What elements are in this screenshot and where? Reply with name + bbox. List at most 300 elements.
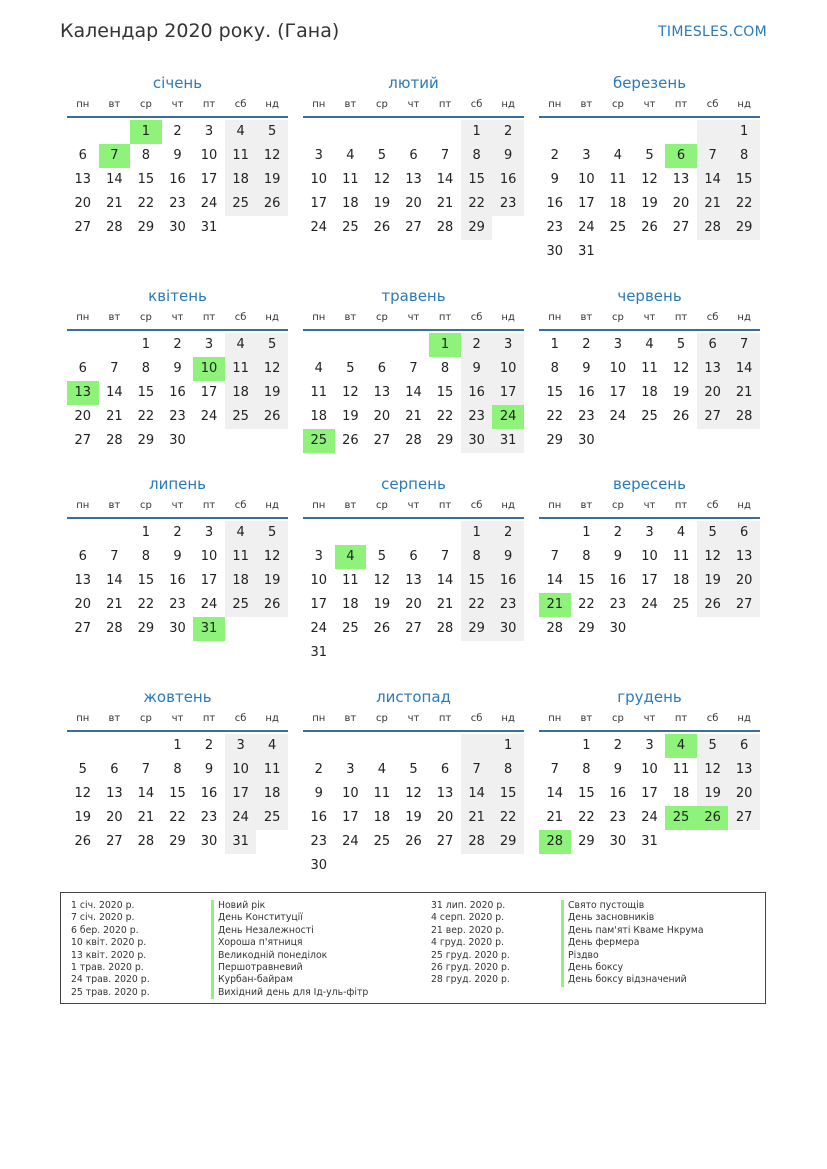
page-title: Календар 2020 року. (Гана)	[60, 20, 340, 42]
day-cell: 16	[200, 786, 218, 801]
day-cell: 10	[193, 357, 225, 381]
day-cell: 2	[613, 738, 623, 753]
month-block	[67, 686, 288, 854]
day-cell: 24	[200, 597, 218, 612]
day-cell: 18	[225, 381, 257, 405]
empty-day-cell	[335, 521, 367, 545]
day-cell: 20	[436, 810, 454, 825]
day-cell: 14	[405, 385, 422, 400]
week-row	[67, 216, 288, 240]
empty-day-cell	[665, 830, 697, 854]
empty-day-cell	[366, 521, 398, 545]
holiday-date: 7 січ. 2020 р.	[71, 912, 135, 924]
day-cell: 31	[225, 830, 257, 854]
day-cell: 12	[256, 545, 288, 569]
week-row	[303, 429, 524, 453]
holiday-name: День фермера	[561, 937, 704, 949]
day-cell: 10	[225, 758, 257, 782]
day-cell: 29	[137, 220, 155, 235]
day-cell: 6	[409, 148, 418, 163]
day-cell: 11	[342, 573, 359, 588]
holiday-name: День Конституції	[211, 912, 368, 924]
weekday-label: сб	[470, 500, 483, 511]
day-cell: 9	[492, 144, 524, 168]
day-cell: 15	[578, 786, 595, 801]
weekday-label: пт	[202, 713, 216, 724]
day-cell: 8	[582, 549, 591, 564]
week-row	[539, 521, 760, 545]
day-cell: 11	[641, 361, 658, 376]
day-cell: 4	[346, 148, 355, 163]
day-cell: 4	[377, 762, 387, 777]
weekday-label: чт	[171, 713, 184, 724]
empty-day-cell	[398, 333, 430, 357]
day-cell: 16	[546, 196, 564, 211]
day-cell: 15	[137, 172, 155, 187]
day-cell: 18	[310, 409, 328, 424]
day-cell: 26	[373, 621, 391, 636]
day-cell: 26	[697, 806, 729, 830]
day-cell: 7	[697, 144, 729, 168]
day-cell: 11	[310, 385, 328, 400]
empty-day-cell	[256, 617, 288, 641]
weekday-label: сб	[706, 312, 719, 323]
holiday-names-column	[561, 900, 704, 987]
empty-day-cell	[571, 120, 603, 144]
day-cell: 29	[578, 834, 595, 849]
weekday-label: вт	[580, 312, 593, 323]
day-cell: 14	[106, 172, 123, 187]
holiday-name: Свято пустощів	[561, 900, 704, 912]
weekday-label: сб	[470, 99, 483, 110]
weekday-label: ср	[611, 713, 624, 724]
day-cell: 24	[225, 806, 257, 830]
day-cell: 9	[314, 786, 323, 801]
day-cell: 25	[665, 806, 697, 830]
day-cell: 28	[106, 220, 123, 235]
empty-day-cell	[335, 333, 367, 357]
week-row	[539, 734, 760, 758]
month-name: лютий	[388, 74, 439, 92]
day-cell: 27	[728, 593, 760, 617]
week-row	[67, 734, 288, 758]
day-cell: 4	[665, 734, 697, 758]
week-row	[539, 569, 760, 593]
day-cell: 31	[193, 617, 225, 641]
day-cell: 11	[672, 549, 690, 564]
day-cell: 5	[256, 333, 288, 357]
weekday-label: пт	[438, 500, 452, 511]
weekday-label: пн	[548, 500, 562, 511]
day-cell: 28	[436, 220, 454, 235]
day-cell: 13	[106, 786, 123, 801]
week-row	[539, 144, 760, 168]
day-cell: 17	[492, 381, 524, 405]
day-cell: 12	[74, 786, 92, 801]
week-row	[303, 216, 524, 240]
day-cell: 3	[645, 525, 654, 540]
day-cell: 24	[200, 196, 218, 211]
empty-day-cell	[665, 617, 697, 641]
day-cell: 12	[697, 545, 729, 569]
weekday-label: чт	[407, 500, 420, 511]
empty-day-cell	[634, 617, 666, 641]
weekday-label: ср	[375, 99, 388, 110]
weekday-label: чт	[407, 312, 420, 323]
day-cell: 27	[436, 834, 454, 849]
day-cell: 21	[137, 810, 155, 825]
day-cell: 24	[609, 409, 627, 424]
day-cell: 10	[310, 573, 328, 588]
day-cell: 4	[225, 333, 257, 357]
day-cell: 25	[609, 220, 627, 235]
day-cell: 11	[256, 758, 288, 782]
day-cell: 13	[672, 172, 690, 187]
day-cell: 24	[342, 834, 359, 849]
day-cell: 11	[225, 545, 257, 569]
day-cell: 12	[373, 573, 391, 588]
week-row	[303, 854, 524, 878]
week-row	[67, 120, 288, 144]
weekday-header	[67, 708, 288, 732]
month-name: грудень	[617, 688, 682, 706]
week-row	[539, 830, 760, 854]
day-cell: 17	[342, 810, 359, 825]
day-cell: 30	[169, 433, 186, 448]
weekday-label: нд	[501, 713, 515, 724]
week-row	[303, 734, 524, 758]
day-cell: 11	[342, 172, 359, 187]
day-cell: 24	[310, 621, 328, 636]
empty-day-cell	[67, 333, 99, 357]
day-cell: 3	[225, 734, 257, 758]
weekday-label: пн	[548, 99, 562, 110]
day-cell: 22	[461, 593, 493, 617]
empty-day-cell	[728, 429, 760, 453]
empty-day-cell	[492, 216, 524, 240]
week-row	[303, 617, 524, 641]
day-cell: 14	[728, 357, 760, 381]
holiday-date: 10 квіт. 2020 р.	[71, 937, 147, 949]
day-cell: 2	[461, 333, 493, 357]
weekday-label: чт	[643, 713, 656, 724]
day-cell: 23	[609, 810, 627, 825]
day-cell: 14	[436, 573, 454, 588]
day-cell: 8	[141, 549, 151, 564]
day-cell: 19	[405, 810, 422, 825]
day-cell: 15	[461, 168, 493, 192]
day-cell: 5	[697, 734, 729, 758]
brand-logo[interactable]: TIMESLES.COM	[658, 24, 767, 40]
day-cell: 8	[141, 148, 151, 163]
day-cell: 1	[141, 337, 151, 352]
day-cell: 21	[106, 409, 123, 424]
weekday-label: нд	[265, 713, 279, 724]
day-cell: 9	[204, 762, 214, 777]
week-row	[539, 168, 760, 192]
day-cell: 16	[609, 786, 627, 801]
day-cell: 27	[728, 806, 760, 830]
day-cell: 21	[697, 192, 729, 216]
day-cell: 13	[405, 172, 422, 187]
weekday-label: чт	[407, 713, 420, 724]
weekday-label: пт	[202, 500, 216, 511]
empty-day-cell	[429, 521, 461, 545]
week-row	[539, 357, 760, 381]
empty-day-cell	[193, 429, 225, 453]
day-cell: 10	[200, 148, 218, 163]
month-name: березень	[612, 74, 687, 92]
day-cell: 28	[106, 433, 123, 448]
day-cell: 27	[373, 433, 391, 448]
weekday-label: пт	[202, 312, 216, 323]
empty-day-cell	[67, 734, 99, 758]
empty-day-cell	[398, 120, 430, 144]
day-cell: 3	[492, 333, 524, 357]
weekday-label: пн	[312, 500, 326, 511]
empty-day-cell	[429, 120, 461, 144]
day-cell: 24	[578, 220, 595, 235]
day-cell: 4	[676, 525, 686, 540]
empty-day-cell	[398, 734, 430, 758]
weekday-label: вт	[344, 500, 357, 511]
day-cell: 4	[335, 545, 367, 569]
weekday-label: сб	[706, 99, 719, 110]
weekday-label: чт	[171, 99, 184, 110]
day-cell: 25	[342, 621, 359, 636]
weekday-header	[67, 307, 288, 331]
day-cell: 30	[609, 621, 627, 636]
day-cell: 28	[697, 216, 729, 240]
day-cell: 24	[200, 409, 218, 424]
holiday-name: Великодній понеділок	[211, 950, 368, 962]
weekday-label: нд	[737, 312, 751, 323]
day-cell: 15	[169, 786, 186, 801]
week-row	[303, 405, 524, 429]
day-cell: 6	[78, 549, 87, 564]
day-cell: 29	[546, 433, 564, 448]
day-cell: 30	[200, 834, 218, 849]
month-block	[67, 473, 288, 641]
weekday-label: вт	[580, 500, 593, 511]
day-cell: 12	[641, 172, 658, 187]
week-row	[539, 192, 760, 216]
day-cell: 20	[405, 196, 422, 211]
day-cell: 18	[342, 196, 359, 211]
week-row	[303, 830, 524, 854]
weekday-label: нд	[737, 500, 751, 511]
weekday-label: сб	[706, 500, 719, 511]
month-name: вересень	[613, 475, 686, 493]
day-cell: 20	[728, 782, 760, 806]
day-cell: 25	[342, 220, 359, 235]
holiday-date: 26 груд. 2020 р.	[431, 962, 510, 974]
week-row	[67, 545, 288, 569]
empty-day-cell	[602, 429, 634, 453]
weekday-label: пн	[312, 312, 326, 323]
day-cell: 14	[546, 573, 564, 588]
day-cell: 4	[314, 361, 323, 376]
day-cell: 25	[256, 806, 288, 830]
weekday-label: нд	[737, 99, 751, 110]
day-cell: 7	[440, 549, 450, 564]
day-cell: 16	[609, 573, 627, 588]
week-row	[303, 381, 524, 405]
day-cell: 17	[200, 573, 218, 588]
day-cell: 8	[141, 361, 151, 376]
day-cell: 2	[204, 738, 214, 753]
day-cell: 27	[74, 621, 92, 636]
month-name: жовтень	[143, 688, 212, 706]
day-cell: 27	[74, 220, 92, 235]
day-cell: 20	[106, 810, 123, 825]
day-cell: 20	[697, 381, 729, 405]
holiday-name: Різдво	[561, 950, 704, 962]
day-cell: 1	[461, 120, 493, 144]
day-cell: 18	[256, 782, 288, 806]
holiday-date: 31 лип. 2020 р.	[431, 900, 506, 911]
day-cell: 17	[225, 782, 257, 806]
day-cell: 8	[461, 545, 493, 569]
empty-day-cell	[461, 641, 493, 665]
empty-day-cell	[697, 429, 729, 453]
day-cell: 16	[578, 385, 595, 400]
day-cell: 23	[461, 405, 493, 429]
weekday-label: вт	[108, 312, 121, 323]
week-row	[67, 168, 288, 192]
day-cell: 27	[74, 433, 92, 448]
day-cell: 6	[78, 148, 87, 163]
day-cell: 2	[582, 337, 591, 352]
day-cell: 21	[546, 810, 564, 825]
day-cell: 15	[578, 573, 595, 588]
day-cell: 5	[645, 148, 654, 163]
day-cell: 26	[256, 405, 288, 429]
day-cell: 16	[492, 168, 524, 192]
day-cell: 2	[492, 521, 524, 545]
weekday-label: нд	[265, 312, 279, 323]
holiday-date: 24 трав. 2020 р.	[71, 974, 150, 986]
day-cell: 16	[310, 810, 328, 825]
day-cell: 24	[641, 810, 658, 825]
weekday-label: сб	[234, 99, 247, 110]
day-cell: 21	[728, 381, 760, 405]
day-cell: 26	[373, 220, 391, 235]
day-cell: 29	[137, 621, 155, 636]
month-block	[303, 285, 524, 453]
day-cell: 30	[492, 617, 524, 641]
day-cell: 24	[641, 597, 658, 612]
empty-day-cell	[728, 617, 760, 641]
day-cell: 13	[74, 172, 92, 187]
day-cell: 5	[256, 120, 288, 144]
weekday-label: сб	[234, 312, 247, 323]
empty-day-cell	[130, 734, 162, 758]
weekday-label: пт	[674, 500, 688, 511]
weekday-header	[303, 708, 524, 732]
day-cell: 15	[546, 385, 564, 400]
weekday-label: чт	[171, 312, 184, 323]
day-cell: 9	[173, 148, 182, 163]
day-cell: 19	[256, 381, 288, 405]
day-cell: 26	[256, 192, 288, 216]
week-row	[539, 333, 760, 357]
day-cell: 29	[578, 621, 595, 636]
day-cell: 11	[225, 144, 257, 168]
month-block	[67, 72, 288, 240]
day-cell: 31	[492, 429, 524, 453]
weekday-label: вт	[580, 713, 593, 724]
empty-day-cell	[634, 120, 666, 144]
weekday-label: пт	[438, 713, 452, 724]
day-cell: 1	[429, 333, 461, 357]
week-row	[303, 569, 524, 593]
day-cell: 6	[110, 762, 119, 777]
month-name: липень	[148, 475, 207, 493]
weekday-label: ср	[139, 500, 152, 511]
day-cell: 9	[173, 549, 182, 564]
empty-day-cell	[256, 429, 288, 453]
empty-day-cell	[256, 830, 288, 854]
day-cell: 7	[141, 762, 151, 777]
day-cell: 13	[728, 545, 760, 569]
weekday-label: пт	[674, 99, 688, 110]
weekday-label: нд	[265, 99, 279, 110]
day-cell: 4	[225, 521, 257, 545]
week-row	[303, 333, 524, 357]
empty-day-cell	[256, 216, 288, 240]
week-row	[67, 569, 288, 593]
holiday-name: Хороша п'ятниця	[211, 937, 368, 949]
month-block	[539, 72, 760, 264]
week-row	[303, 521, 524, 545]
empty-day-cell	[303, 521, 335, 545]
month-block	[67, 285, 288, 453]
day-cell: 10	[310, 172, 328, 187]
day-cell: 7	[461, 758, 493, 782]
day-cell: 12	[697, 758, 729, 782]
weekday-label: пн	[76, 500, 90, 511]
week-row	[539, 617, 760, 641]
holiday-date: 25 груд. 2020 р.	[431, 949, 510, 961]
day-cell: 23	[492, 593, 524, 617]
day-cell: 8	[440, 361, 450, 376]
day-cell: 24	[492, 405, 524, 429]
day-cell: 17	[641, 573, 658, 588]
day-cell: 29	[137, 433, 155, 448]
holiday-date: 6 бер. 2020 р.	[71, 924, 139, 936]
holiday-name: День боксу	[561, 962, 704, 974]
day-cell: 12	[672, 361, 690, 376]
day-cell: 6	[728, 521, 760, 545]
day-cell: 9	[492, 545, 524, 569]
month-block	[539, 285, 760, 453]
weekday-label: пн	[312, 713, 326, 724]
day-cell: 6	[409, 549, 418, 564]
day-cell: 23	[310, 834, 328, 849]
empty-day-cell	[303, 333, 335, 357]
empty-day-cell	[429, 854, 461, 878]
day-cell: 30	[461, 429, 493, 453]
weekday-label: сб	[234, 713, 247, 724]
day-cell: 22	[578, 597, 595, 612]
empty-day-cell	[697, 617, 729, 641]
empty-day-cell	[225, 216, 257, 240]
weekday-label: пн	[76, 713, 90, 724]
day-cell: 6	[697, 333, 729, 357]
day-cell: 7	[110, 361, 119, 376]
day-cell: 8	[173, 762, 182, 777]
